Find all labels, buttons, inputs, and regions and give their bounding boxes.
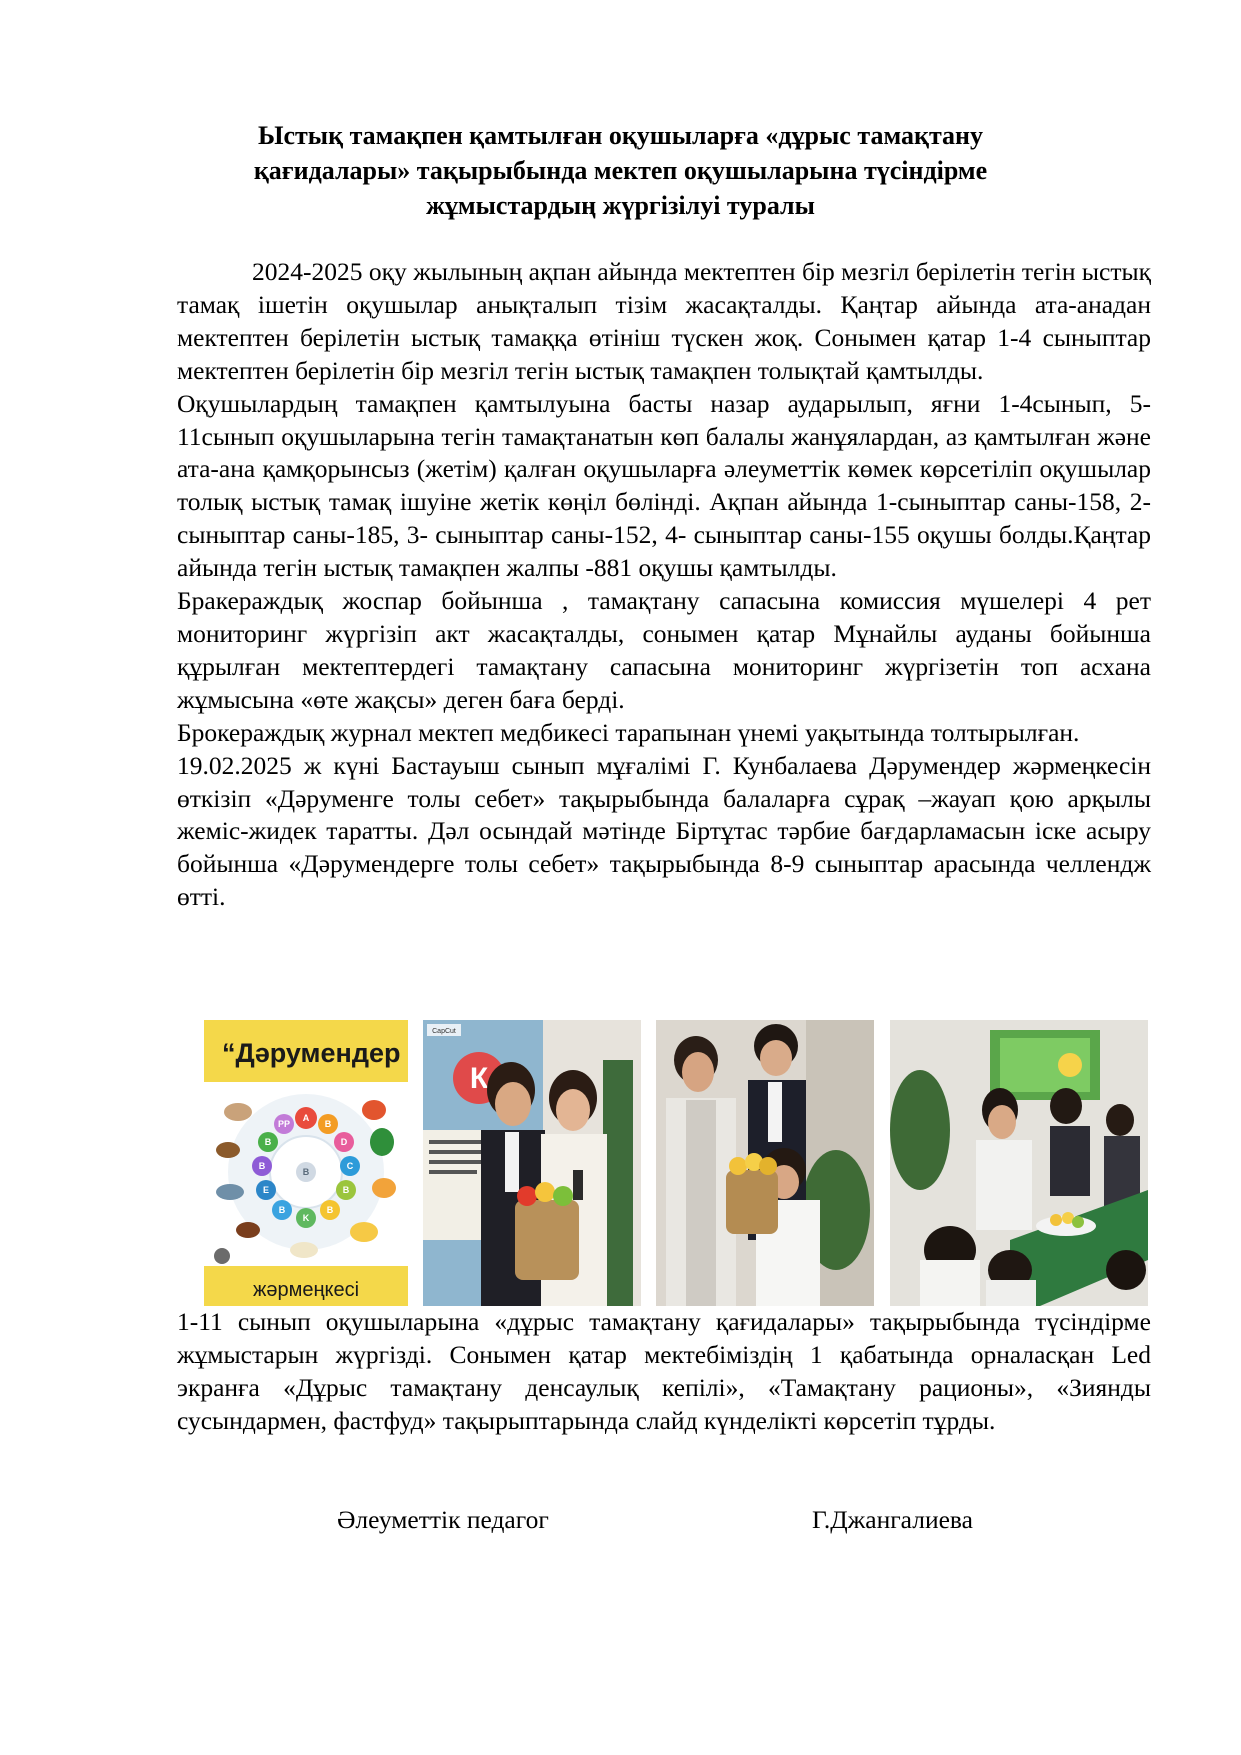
- vitamin-label: D: [340, 1137, 348, 1147]
- paragraph-coverage: Оқушылардың тамақпен қамтылуына басты назар аударылып, яғни 1-4сынып, 5-11сынып оқушыларына тегін тамақтанатын көп балалы жанұялардан, аз қамтылған және ата-ана қамқорынсыз (жетім) қалған оқушыларға әлеуметтік көмек көрсетіліп оқушылар толық ыстық тамақ ішуіне жетік көңіл бөлінді. Ақпан айында 1-сыныптар саны-158, 2-сыныптар саны-185, 3- сыныптар саны-152, 4- сыныптар саны-155 оқушы болды.Қаңтар айында тегін ыстық тамақпен жалпы -881 оқушы қамтылды.: [177, 388, 1151, 583]
- photo-strip: [204, 1020, 1148, 1306]
- photo-teacher-basket: [656, 1020, 874, 1306]
- paragraph-explanation: 1-11 сынып оқушыларына «дұрыс тамақтану қағидалары» тақырыбында түсіндірме жұмыстарын жүргізді. Сонымен қатар мектебіміздің 1 қабатында орналасқан Led экранға «Дұрыс тамақтану денсаулық кепілі», «Тамақтану рационы», «Зиянды сусындармен, фастфуд» тақырыптарында слайд күнделікті көрсетіп тұрды.: [177, 1307, 1151, 1435]
- photo-vitamin-poster: [204, 1020, 408, 1306]
- title-line-3: жұмыстардың жүргізілуі туралы: [426, 191, 815, 220]
- document-body: [177, 256, 1151, 914]
- vitamin-label: B: [264, 1137, 272, 1147]
- vitamin-label: PP: [277, 1119, 291, 1129]
- photo-students-basket: [423, 1020, 641, 1306]
- signature-name: Г.Джангалиева: [812, 1505, 973, 1534]
- vitamin-label: B: [342, 1185, 350, 1195]
- title-line-2: қағидалары» тақырыбында мектеп оқушыларына түсіндірме: [253, 156, 988, 185]
- vitamin-label: B: [326, 1205, 334, 1215]
- poster-title-text: “Дәрумендер: [222, 1038, 401, 1068]
- title-line-1: Ыстық тамақпен қамтылған оқушыларға «дұрыс тамақтану: [257, 121, 984, 150]
- vitamin-label: K: [302, 1213, 310, 1223]
- document-title: [0, 118, 1241, 223]
- photo-classroom-table: [890, 1020, 1148, 1306]
- signature-role: Әлеуметтік педагог: [337, 1505, 549, 1534]
- vitamin-label: B: [278, 1205, 286, 1215]
- vitamin-label: C: [346, 1161, 354, 1171]
- vitamin-label: B: [324, 1119, 332, 1129]
- document-body-continued: [177, 1306, 1151, 1438]
- vitamin-label: B: [302, 1167, 310, 1177]
- vitamin-label: B: [258, 1161, 266, 1171]
- poster-footer-text: жәрмеңкесі: [252, 1279, 360, 1301]
- screen-letter: К: [469, 1062, 489, 1095]
- paragraph-event: 19.02.2025 ж күні Бастауыш сынып мұғалімі Г. Кунбалаева Дәрумендер жәрмеңкесін өткізіп «Дәруменге толы себет» тақырыбында балаларға сұрақ –жауап қою арқылы жеміс-жидек таратты. Дәл осындай мәтінде Біртұтас тәрбие бағдарламасын іске асыру бойынша «Дәрумендерге толы себет» тақырыбында 8-9 сыныптар арасында челлендж өтті.: [177, 750, 1151, 912]
- paragraph-intro: 2024-2025 оқу жылының ақпан айында мектептен бір мезгіл берілетін тегін ыстық тамақ ішетін оқушылар анықталып тізім жасақталды. Қаңтар айында ата-анадан мектептен берілетін ыстық тамаққа өтініш түскен жоқ. Сонымен қатар 1-4 сыныптар мектептен берілетін бір мезгіл тегін ыстық тамақпен толықтай қамтылды.: [177, 257, 1151, 385]
- paragraph-monitoring: Бракераждық жоспар бойынша , тамақтану сапасына комиссия мүшелері 4 рет мониторинг жүргізіп акт жасақталды, сонымен қатар Мұнайлы ауданы бойынша құрылған мектептердегі тамақтану сапасына мониторинг жүргізетін топ асхана жұмысына «өте жақсы» деген баға берді.: [177, 586, 1151, 714]
- paragraph-journal: Брокераждық журнал мектеп медбикесі тарапынан үнемі уақытында толтырылған.: [177, 717, 1080, 747]
- capcut-label: CapCut: [432, 1028, 456, 1035]
- vitamin-label: A: [302, 1113, 310, 1123]
- vitamin-label: E: [262, 1185, 270, 1195]
